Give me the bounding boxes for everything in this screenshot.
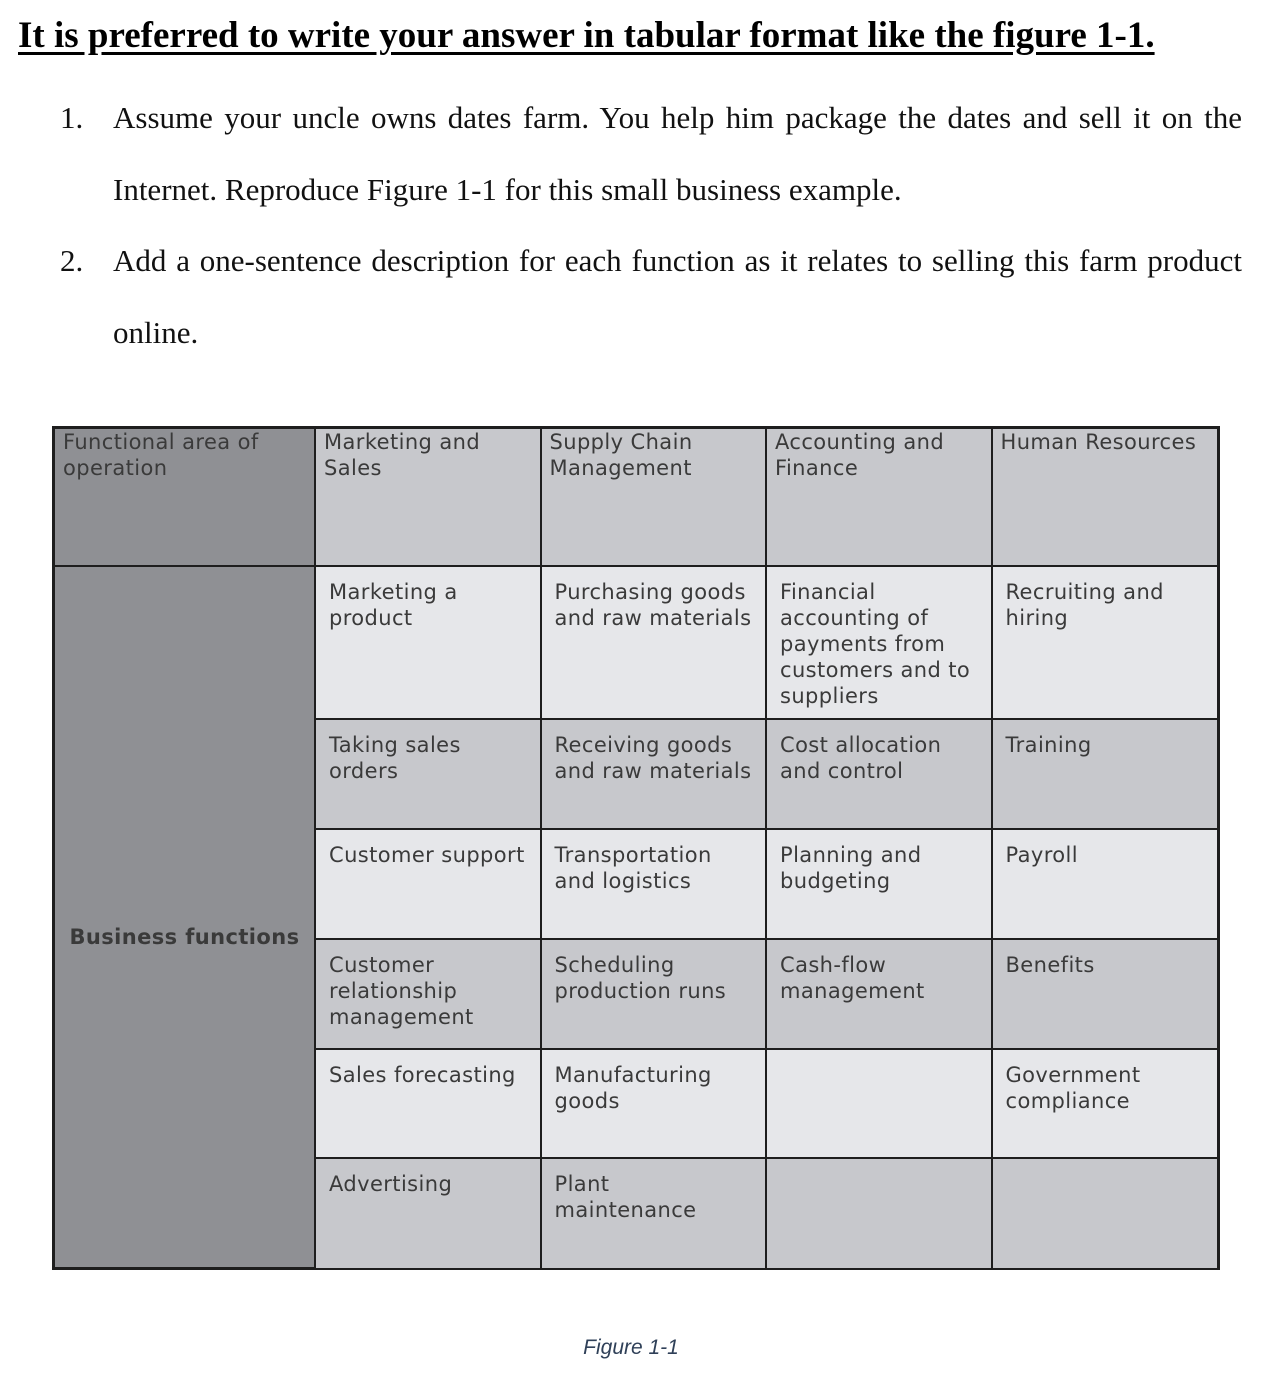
table-cell-empty	[766, 1049, 992, 1158]
table-cell: Transportation and logistics	[541, 829, 767, 939]
table-cell: Customer support	[315, 829, 541, 939]
column-header-supply-chain: Supply Chain Management	[541, 429, 767, 566]
table-cell: Taking sales orders	[315, 719, 541, 829]
table-cell-empty	[992, 1158, 1218, 1268]
instruction-number: 2.	[60, 243, 84, 278]
instruction-text: Add a one-sentence description for each function as it relates to selling this farm product online.	[113, 243, 1242, 350]
table-cell: Marketing a product	[315, 566, 541, 719]
table-cell: Receiving goods and raw materials	[541, 719, 767, 829]
table-cell: Cash-flow management	[766, 939, 992, 1049]
table-cell: Plant maintenance	[541, 1158, 767, 1268]
business-functions-label: Business functions	[55, 566, 315, 1268]
instruction-number: 1.	[60, 100, 84, 135]
table-cell: Sales forecasting	[315, 1049, 541, 1158]
figure-table	[52, 426, 1220, 1270]
business-functions-table	[55, 429, 1217, 1269]
table-cell: Benefits	[992, 939, 1218, 1049]
table-cell: Cost allocation and control	[766, 719, 992, 829]
instruction-text: Assume your uncle owns dates farm. You help him package the dates and sell it on the Internet. Reproduce Figure 1-1 for this small business example.	[113, 100, 1242, 207]
table-cell: Scheduling production runs	[541, 939, 767, 1049]
table-cell: Training	[992, 719, 1218, 829]
table-row	[55, 566, 1217, 719]
table-cell: Recruiting and hiring	[992, 566, 1218, 719]
instruction-2	[60, 225, 1242, 369]
column-header-accounting: Accounting and Finance	[766, 429, 992, 566]
table-cell: Government compliance	[992, 1049, 1218, 1158]
table-header-row	[55, 429, 1217, 566]
instruction-1	[60, 82, 1242, 226]
column-header-hr: Human Resources	[992, 429, 1218, 566]
table-cell: Customer relationship management	[315, 939, 541, 1049]
table-cell: Financial accounting of payments from customers and to suppliers	[766, 566, 992, 719]
table-cell: Purchasing goods and raw materials	[541, 566, 767, 719]
table-cell: Payroll	[992, 829, 1218, 939]
page-heading: It is preferred to write your answer in tabular format like the figure 1-1.	[18, 15, 1155, 56]
column-header-marketing: Marketing and Sales	[315, 429, 541, 566]
table-cell: Manufacturing goods	[541, 1049, 767, 1158]
functional-area-label: Functional area of operation	[55, 429, 315, 566]
table-cell-empty	[766, 1158, 992, 1268]
figure-caption: Figure 1-1	[583, 1336, 679, 1359]
table-cell: Advertising	[315, 1158, 541, 1268]
table-cell: Planning and budgeting	[766, 829, 992, 939]
